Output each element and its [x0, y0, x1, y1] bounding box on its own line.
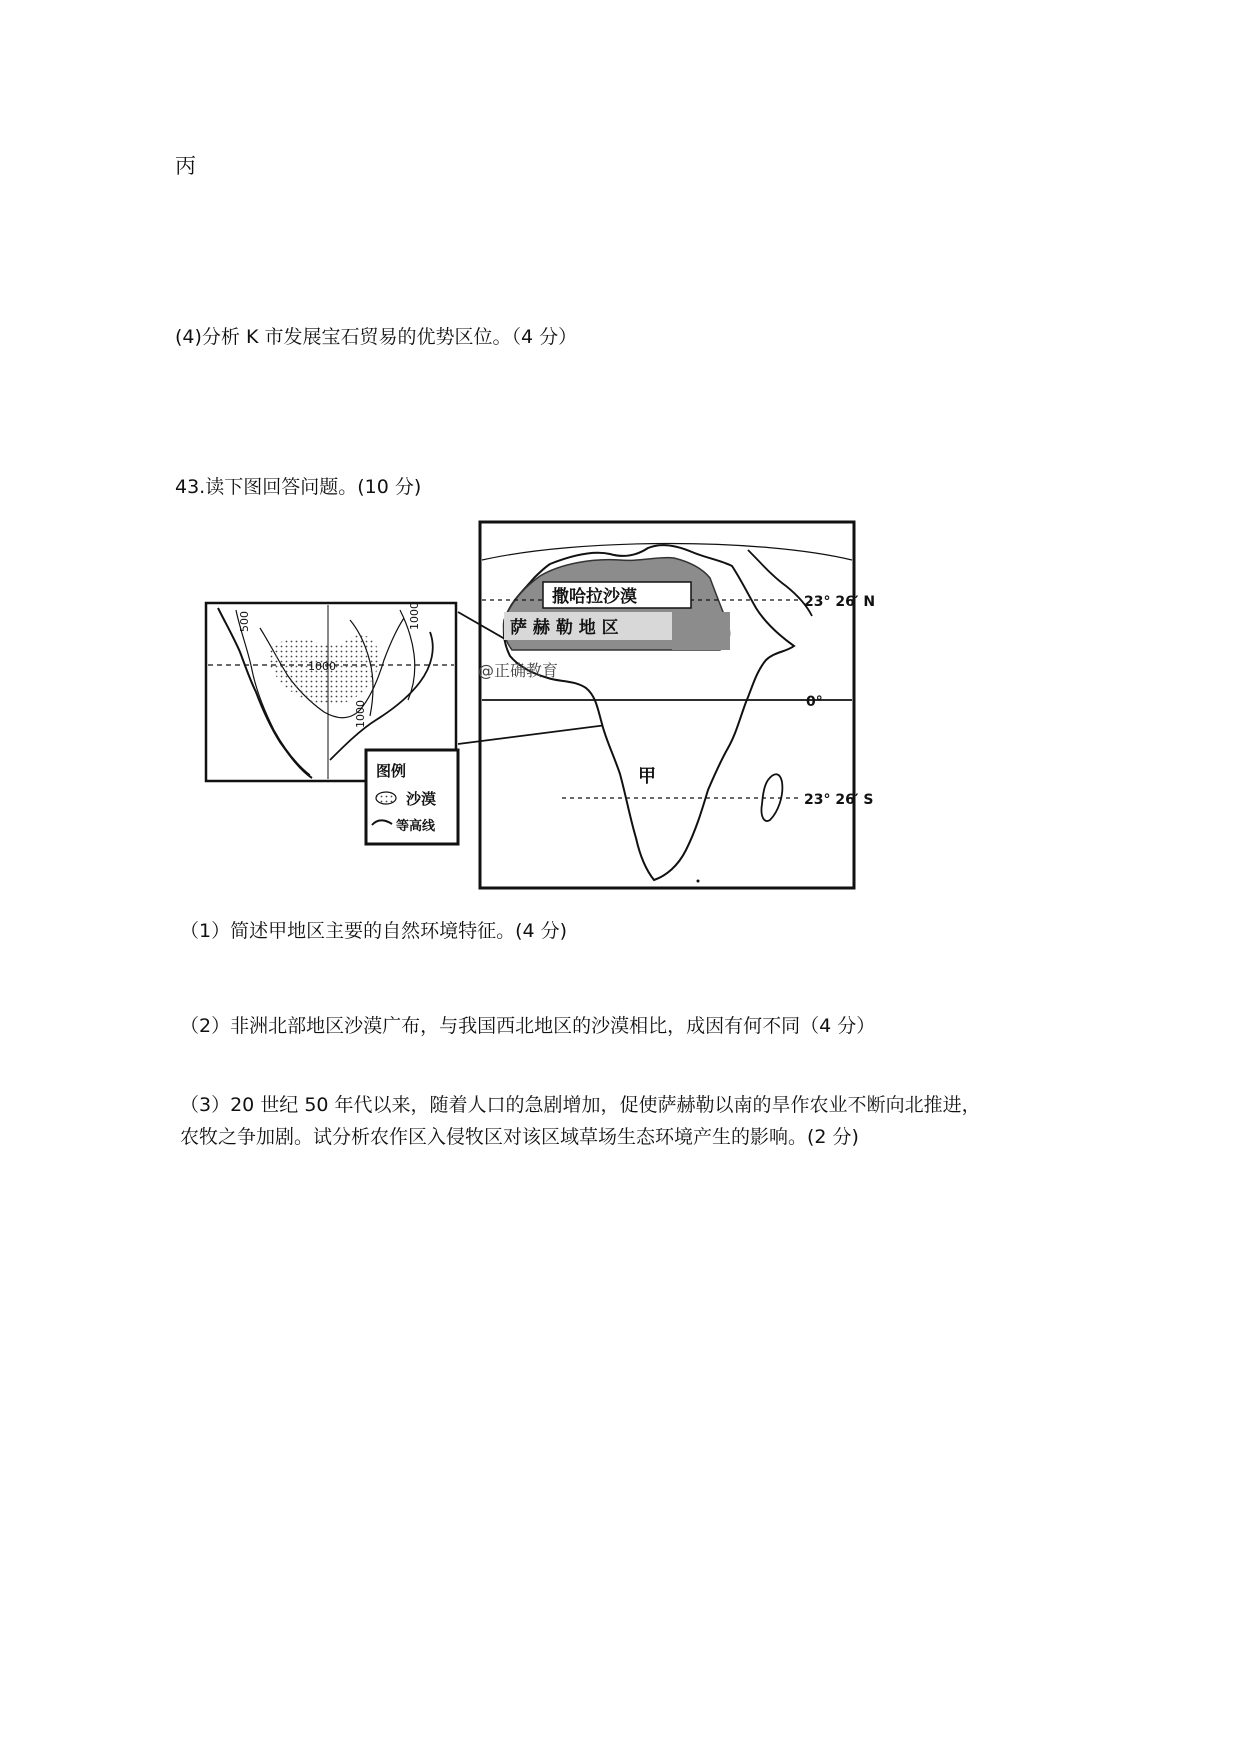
contour-label-1000-b: 1000 [354, 700, 367, 728]
sub-question-1: （1）简述甲地区主要的自然环境特征。(4 分) [180, 920, 568, 942]
label-bing: 丙 [175, 154, 196, 178]
africa-map-figure [200, 520, 876, 890]
sub-question-2: （2）非洲北部地区沙漠广布，与我国西北地区的沙漠相比，成因有何不同（4 分） [180, 1015, 876, 1037]
sub-question-3-line-2: 农牧之争加剧。试分析农作区入侵牧区对该区域草场生态环境产生的影响。(2 分) [180, 1126, 859, 1148]
contour-label-1000-a: 1000 [308, 660, 336, 673]
question-43: 43.读下图回答问题。(10 分) [175, 476, 422, 498]
tropic-of-capricorn-label: 23° 26′ S [804, 792, 874, 808]
contour-label-1000-c: 1000 [408, 602, 421, 630]
legend-title: 图例 [376, 762, 407, 780]
sahel-label: 萨 赫 勒 地 区 [510, 618, 619, 638]
tropic-of-cancer-label: 23° 26′ N [804, 594, 876, 610]
legend-desert-symbol [376, 792, 396, 804]
contour-label-500: 500 [238, 611, 251, 632]
equator-label: 0° [806, 694, 823, 710]
sub-question-3-line-1: （3）20 世纪 50 年代以来，随着人口的急剧增加，促使萨赫勒以南的旱作农业不断向北推进， [180, 1094, 981, 1116]
watermark: @正确教育 [478, 661, 559, 680]
arabian-coast [748, 550, 812, 616]
legend-desert-label: 沙漠 [406, 790, 437, 808]
jia-marker [697, 880, 700, 883]
sahel-extension [672, 612, 730, 650]
sahara-label: 撒哈拉沙漠 [552, 587, 637, 607]
jia-label: 甲 [638, 766, 656, 787]
question-4: (4)分析 K 市发展宝石贸易的优势区位。（4 分） [175, 326, 578, 348]
legend-contour-label: 等高线 [396, 819, 436, 834]
